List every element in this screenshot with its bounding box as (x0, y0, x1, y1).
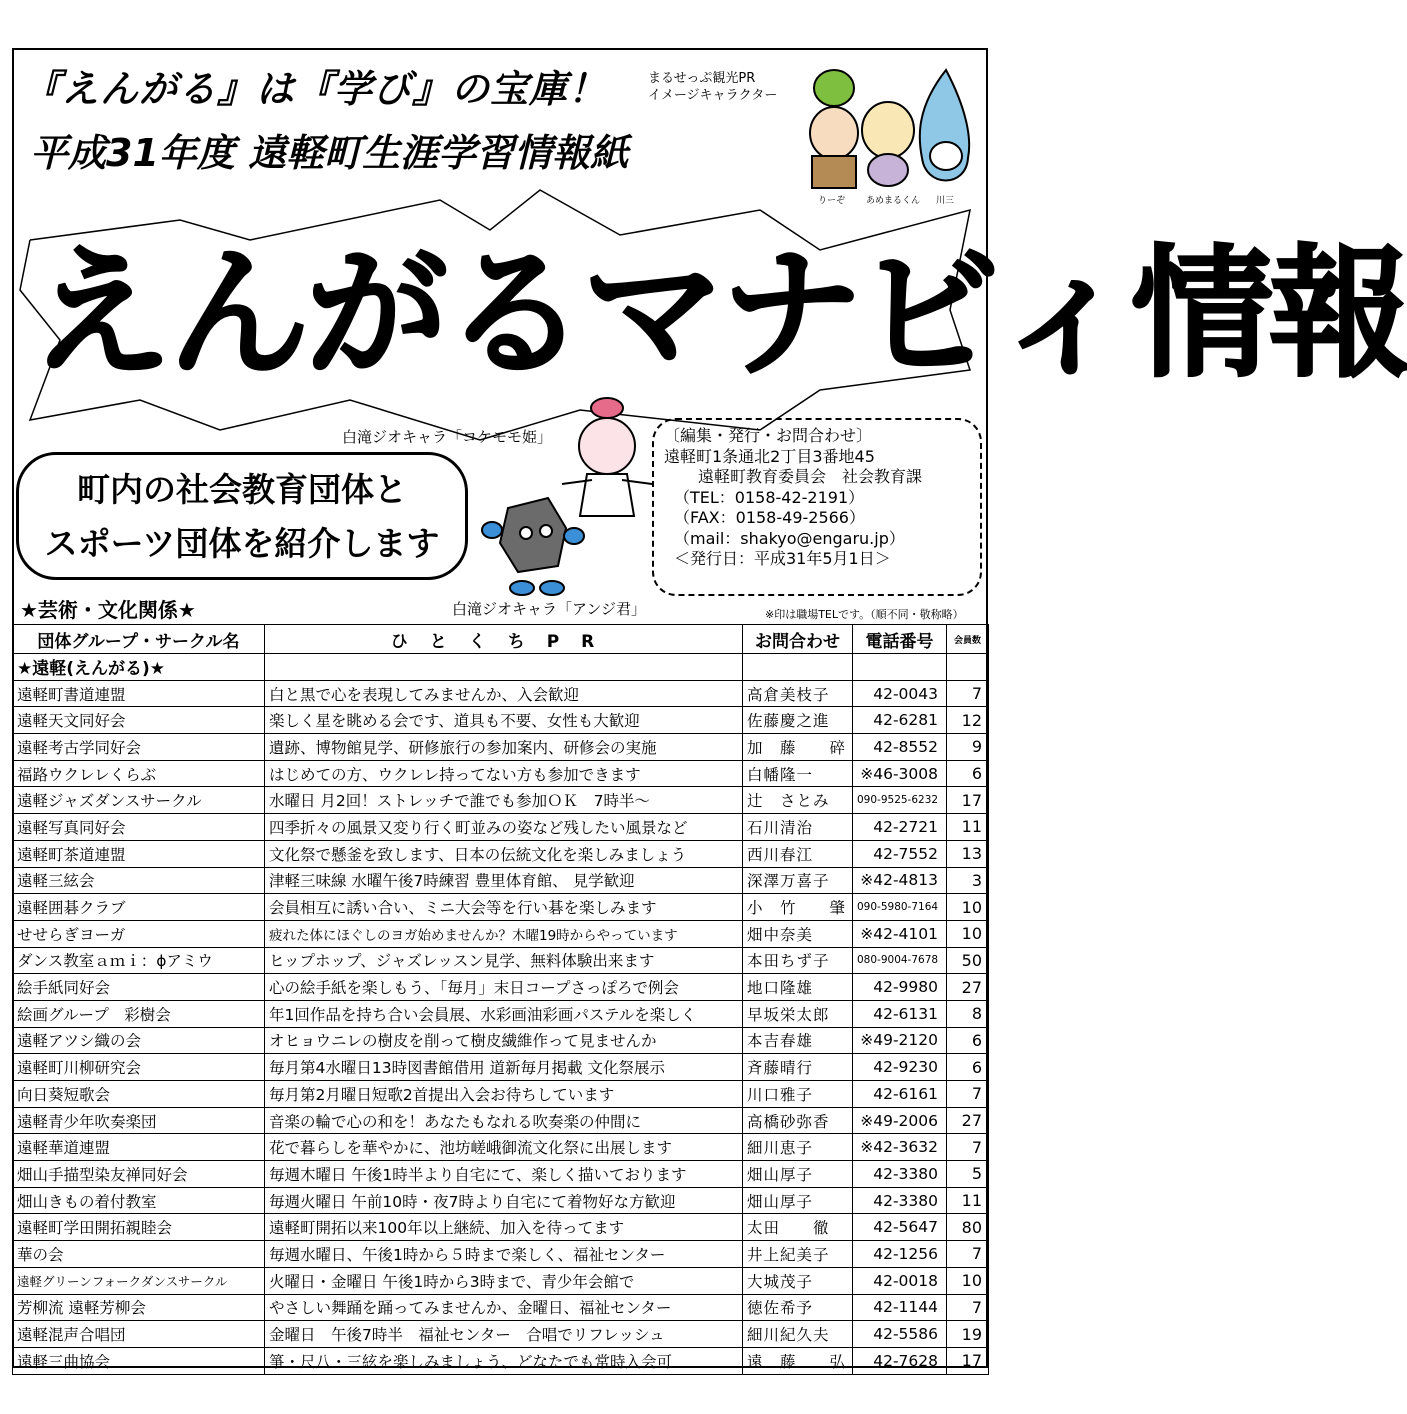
group-pr: 遠軽町開拓以来100年以上継続、加入を待ってます (265, 1214, 743, 1241)
table-row (13, 760, 989, 787)
contact-person: 早坂栄太郎 (743, 1000, 853, 1027)
contact-person: 遠 藤 弘 (743, 1347, 853, 1374)
table-row (13, 1081, 989, 1108)
phone-number: 42-5647 (853, 1214, 947, 1241)
phone-number: 42-6281 (853, 707, 947, 734)
group-name: 遠軽写真同好会 (13, 814, 265, 841)
group-pr: 会員相互に誘い合い、ミニ大会等を行い碁を楽しみます (265, 894, 743, 921)
group-pr: 音楽の輪で心の和を！あなたもなれる吹奏楽の仲間に (265, 1107, 743, 1134)
member-count: 9 (947, 734, 989, 761)
group-name: 遠軽グリーンフォークダンスサークル (13, 1267, 265, 1294)
caption-kokemomo: 白滝ジオキャラ「コケモモ姫」 (342, 428, 553, 446)
table-row (13, 1187, 989, 1214)
table-row (13, 1347, 989, 1374)
table-row (13, 1214, 989, 1241)
group-pr: 花で暮らしを華やかに、池坊嵯峨御流文化祭に出展します (265, 1134, 743, 1161)
member-count: 8 (947, 1000, 989, 1027)
table-row (13, 1107, 989, 1134)
contact-person: 地口隆雄 (743, 974, 853, 1001)
contact-box: 〔編集・発行・お問合わせ〕 遠軽町1条通北2丁目3番地45 遠軽町教育委員会 社会教育課 （TEL：0158-42-2191） （FAX：0158-49-2566） （mail：shakyo@engaru.jp） ＜発行日：平成31年5月1日＞ (652, 418, 982, 596)
table-row (13, 680, 989, 707)
phone-number: ※42-3632 (853, 1134, 947, 1161)
member-count: 6 (947, 760, 989, 787)
group-name: 絵画グループ 彩樹会 (13, 1000, 265, 1027)
group-pr: 楽しく星を眺める会です、道具も不要、女性も大歓迎 (265, 707, 743, 734)
phone-number: 42-7628 (853, 1347, 947, 1374)
contact-person: 高橋砂弥香 (743, 1107, 853, 1134)
member-count: 10 (947, 1267, 989, 1294)
mascot-name-3: 川三 (936, 196, 955, 206)
group-name: 遠軽町川柳研究会 (13, 1054, 265, 1081)
member-count: 27 (947, 974, 989, 1001)
group-name: 畑山きもの着付教室 (13, 1187, 265, 1214)
contact-person: 斉藤晴行 (743, 1054, 853, 1081)
table-row (13, 1027, 989, 1054)
contact-person: 川口雅子 (743, 1081, 853, 1108)
table-row (13, 947, 989, 974)
phone-number: 42-6161 (853, 1081, 947, 1108)
contact-person: 深澤万喜子 (743, 867, 853, 894)
member-count: 10 (947, 894, 989, 921)
phone-number: 42-2721 (853, 814, 947, 841)
group-name: 芳柳流 遠軽芳柳会 (13, 1294, 265, 1321)
table-row (13, 1241, 989, 1268)
member-count: 27 (947, 1107, 989, 1134)
group-pr: 心の絵手紙を楽しもう、「毎月」末日コープさっぽろで例会 (265, 974, 743, 1001)
group-pr: 文化祭で懸釜を致します、日本の伝統文化を楽しみましょう (265, 840, 743, 867)
group-name: 福路ウクレレくらぶ (13, 760, 265, 787)
group-name: 遠軽華道連盟 (13, 1134, 265, 1161)
group-pr: 毎週木曜日 午後1時半より自宅にて、楽しく描いております (265, 1161, 743, 1188)
member-count: 3 (947, 867, 989, 894)
member-count: 17 (947, 1347, 989, 1374)
speech-bubble: 町内の社会教育団体と スポーツ団体を紹介します (16, 452, 468, 580)
phone-number: ※49-2120 (853, 1027, 947, 1054)
table-row (13, 707, 989, 734)
group-pr: 毎月第2月曜日短歌2首提出入会お待ちしています (265, 1081, 743, 1108)
header-phone: 電話番号 (853, 625, 947, 654)
contact-person: 白幡隆一 (743, 760, 853, 787)
table-row (13, 1294, 989, 1321)
mascot-name-2: あめまるくん (866, 196, 921, 206)
member-count: 6 (947, 1027, 989, 1054)
group-name: 遠軽混声合唱団 (13, 1321, 265, 1348)
member-count: 17 (947, 787, 989, 814)
member-count: 7 (947, 1294, 989, 1321)
group-name: せせらぎヨーガ (13, 920, 265, 947)
contact-person: 畑山厚子 (743, 1161, 853, 1188)
section-title-arts: ★芸術・文化関係★ (20, 598, 196, 622)
header-members: 会員数 (947, 625, 989, 654)
phone-number: 090-9525-6232 (853, 787, 947, 814)
group-name: 遠軽ジャズダンスサークル (13, 787, 265, 814)
phone-number: 42-1256 (853, 1241, 947, 1268)
table-row (13, 787, 989, 814)
member-count: 7 (947, 1241, 989, 1268)
table-row (13, 920, 989, 947)
phone-number: 090-5980-7164 (853, 894, 947, 921)
phone-number: 42-6131 (853, 1000, 947, 1027)
contact-person: 細川紀久夫 (743, 1321, 853, 1348)
phone-number: 080-9004-7678 (853, 947, 947, 974)
group-name: 畑山手描型染友禅同好会 (13, 1161, 265, 1188)
member-count: 6 (947, 1054, 989, 1081)
area-label: ★遠軽(えんがる)★ (13, 654, 265, 681)
member-count: 5 (947, 1161, 989, 1188)
contact-person: 本吉春雄 (743, 1027, 853, 1054)
member-count: 11 (947, 1187, 989, 1214)
member-count: 13 (947, 840, 989, 867)
member-count: 11 (947, 814, 989, 841)
phone-number: 42-5586 (853, 1321, 947, 1348)
group-name: 遠軽三曲協会 (13, 1347, 265, 1374)
group-name: 遠軽囲碁クラブ (13, 894, 265, 921)
group-pr: 毎月第4水曜日13時図書館借用 道新毎月掲載 文化祭展示 (265, 1054, 743, 1081)
group-name: 遠軽町学田開拓親睦会 (13, 1214, 265, 1241)
group-pr: 金曜日 午後7時半 福祉センター 合唱でリフレッシュ (265, 1321, 743, 1348)
contact-person: 本田ちず子 (743, 947, 853, 974)
phone-number: ※42-4813 (853, 867, 947, 894)
group-name: 遠軽考古学同好会 (13, 734, 265, 761)
table-header-row (13, 625, 989, 654)
table-row (13, 1000, 989, 1027)
phone-number: 42-9230 (853, 1054, 947, 1081)
group-name: 遠軽三絃会 (13, 867, 265, 894)
subtitle-annual-bulletin: 平成31年度 遠軽町生涯学習情報紙 (30, 131, 629, 175)
phone-number: ※49-2006 (853, 1107, 947, 1134)
phone-note: ※印は職場TELです。（順不同・敬称略） (765, 608, 964, 621)
area-row (13, 654, 989, 681)
contact-person: 高倉美枝子 (743, 680, 853, 707)
contact-person: 石川清治 (743, 814, 853, 841)
contact-person: 畑中奈美 (743, 920, 853, 947)
caption-anji: 白滝ジオキャラ「アンジ君」 (452, 600, 647, 618)
group-pr: 毎週火曜日 午前10時・夜7時より自宅にて着物好な方歓迎 (265, 1187, 743, 1214)
contact-person: 細川恵子 (743, 1134, 853, 1161)
member-count: 80 (947, 1214, 989, 1241)
contact-person: 西川春江 (743, 840, 853, 867)
phone-number: 42-3380 (853, 1187, 947, 1214)
main-title: えんがるマナビィ情報 (30, 232, 1407, 397)
phone-number: 42-1144 (853, 1294, 947, 1321)
contact-person: 辻 さとみ (743, 787, 853, 814)
contact-person: 佐藤慶之進 (743, 707, 853, 734)
member-count: 7 (947, 1081, 989, 1108)
mascot-caption: まるせっぷ観光PR イメージキャラクター (648, 71, 778, 103)
group-pr: 遺跡、博物館見学、研修旅行の参加案内、研修会の実施 (265, 734, 743, 761)
phone-number: 42-7552 (853, 840, 947, 867)
member-count: 50 (947, 947, 989, 974)
groups-table (12, 624, 989, 1375)
member-count: 10 (947, 920, 989, 947)
mascot-name-1: りーぞ (818, 196, 846, 206)
group-name: 向日葵短歌会 (13, 1081, 265, 1108)
header-pr: ひとくちPR (265, 625, 743, 654)
table-row (13, 974, 989, 1001)
table-row (13, 1054, 989, 1081)
group-name: ダンス教室ａｍｉ：ϕアミウ (13, 947, 265, 974)
phone-number: ※42-4101 (853, 920, 947, 947)
group-pr: 年1回作品を持ち合い会員展、水彩画油彩画パステルを楽しく (265, 1000, 743, 1027)
table-row (13, 1321, 989, 1348)
contact-person: 加 藤 碎 (743, 734, 853, 761)
phone-number: 42-3380 (853, 1161, 947, 1188)
group-pr: オヒョウニレの樹皮を削って樹皮繊維作って見ませんか (265, 1027, 743, 1054)
table-row (13, 867, 989, 894)
anji-kun-illustration (478, 488, 588, 598)
group-name: 遠軽天文同好会 (13, 707, 265, 734)
contact-person: 畑山厚子 (743, 1187, 853, 1214)
group-pr: 水曜日 月2回！ストレッチで誰でも参加ＯＫ 7時半～ (265, 787, 743, 814)
table-row (13, 734, 989, 761)
group-name: 遠軽アツシ織の会 (13, 1027, 265, 1054)
group-name: 華の会 (13, 1241, 265, 1268)
group-name: 遠軽青少年吹奏楽団 (13, 1107, 265, 1134)
contact-person: 井上紀美子 (743, 1241, 853, 1268)
contact-person: 大城茂子 (743, 1267, 853, 1294)
header-contact: お問合わせ (743, 625, 853, 654)
contact-person: 小 竹 肇 (743, 894, 853, 921)
group-pr: やさしい舞踊を踊ってみませんか、金曜日、福祉センター (265, 1294, 743, 1321)
phone-number: ※46-3008 (853, 760, 947, 787)
phone-number: 42-8552 (853, 734, 947, 761)
table-row (13, 1161, 989, 1188)
group-pr: 津軽三味線 水曜午後7時練習 豊里体育館、 見学歓迎 (265, 867, 743, 894)
phone-number: 42-0018 (853, 1267, 947, 1294)
member-count: 19 (947, 1321, 989, 1348)
group-pr: ヒップホップ、ジャズレッスン見学、無料体験出来ます (265, 947, 743, 974)
table-row (13, 840, 989, 867)
member-count: 7 (947, 1134, 989, 1161)
table-row (13, 1134, 989, 1161)
group-pr: 毎週水曜日、午後1時から５時まで楽しく、福祉センター (265, 1241, 743, 1268)
group-name: 遠軽町茶道連盟 (13, 840, 265, 867)
group-pr: はじめての方、ウクレレ持ってない方も参加できます (265, 760, 743, 787)
contact-person: 徳佐希予 (743, 1294, 853, 1321)
group-name: 絵手紙同好会 (13, 974, 265, 1001)
group-name: 遠軽町書道連盟 (13, 680, 265, 707)
group-pr: 火曜日・金曜日 午後1時から3時まで、青少年会館で (265, 1267, 743, 1294)
table-row (13, 894, 989, 921)
table-row (13, 1267, 989, 1294)
phone-number: 42-0043 (853, 680, 947, 707)
member-count: 12 (947, 707, 989, 734)
table-row (13, 814, 989, 841)
contact-person: 太田 徹 (743, 1214, 853, 1241)
group-pr: 白と黒で心を表現してみませんか、入会歓迎 (265, 680, 743, 707)
phone-number: 42-9980 (853, 974, 947, 1001)
group-pr: 四季折々の風景又変り行く町並みの姿など残したい風景など (265, 814, 743, 841)
header-group-name: 団体グループ・サークル名 (13, 625, 265, 654)
group-pr: 箏・尺八・三絃を楽しみましょう、どなたでも常時入会可 (265, 1347, 743, 1374)
group-pr: 疲れた体にほぐしのヨガ始めませんか？木曜19時からやっています (265, 920, 743, 947)
headline-treasure: 『えんがる』は『学び』の宝庫！ (22, 67, 608, 111)
member-count: 7 (947, 680, 989, 707)
